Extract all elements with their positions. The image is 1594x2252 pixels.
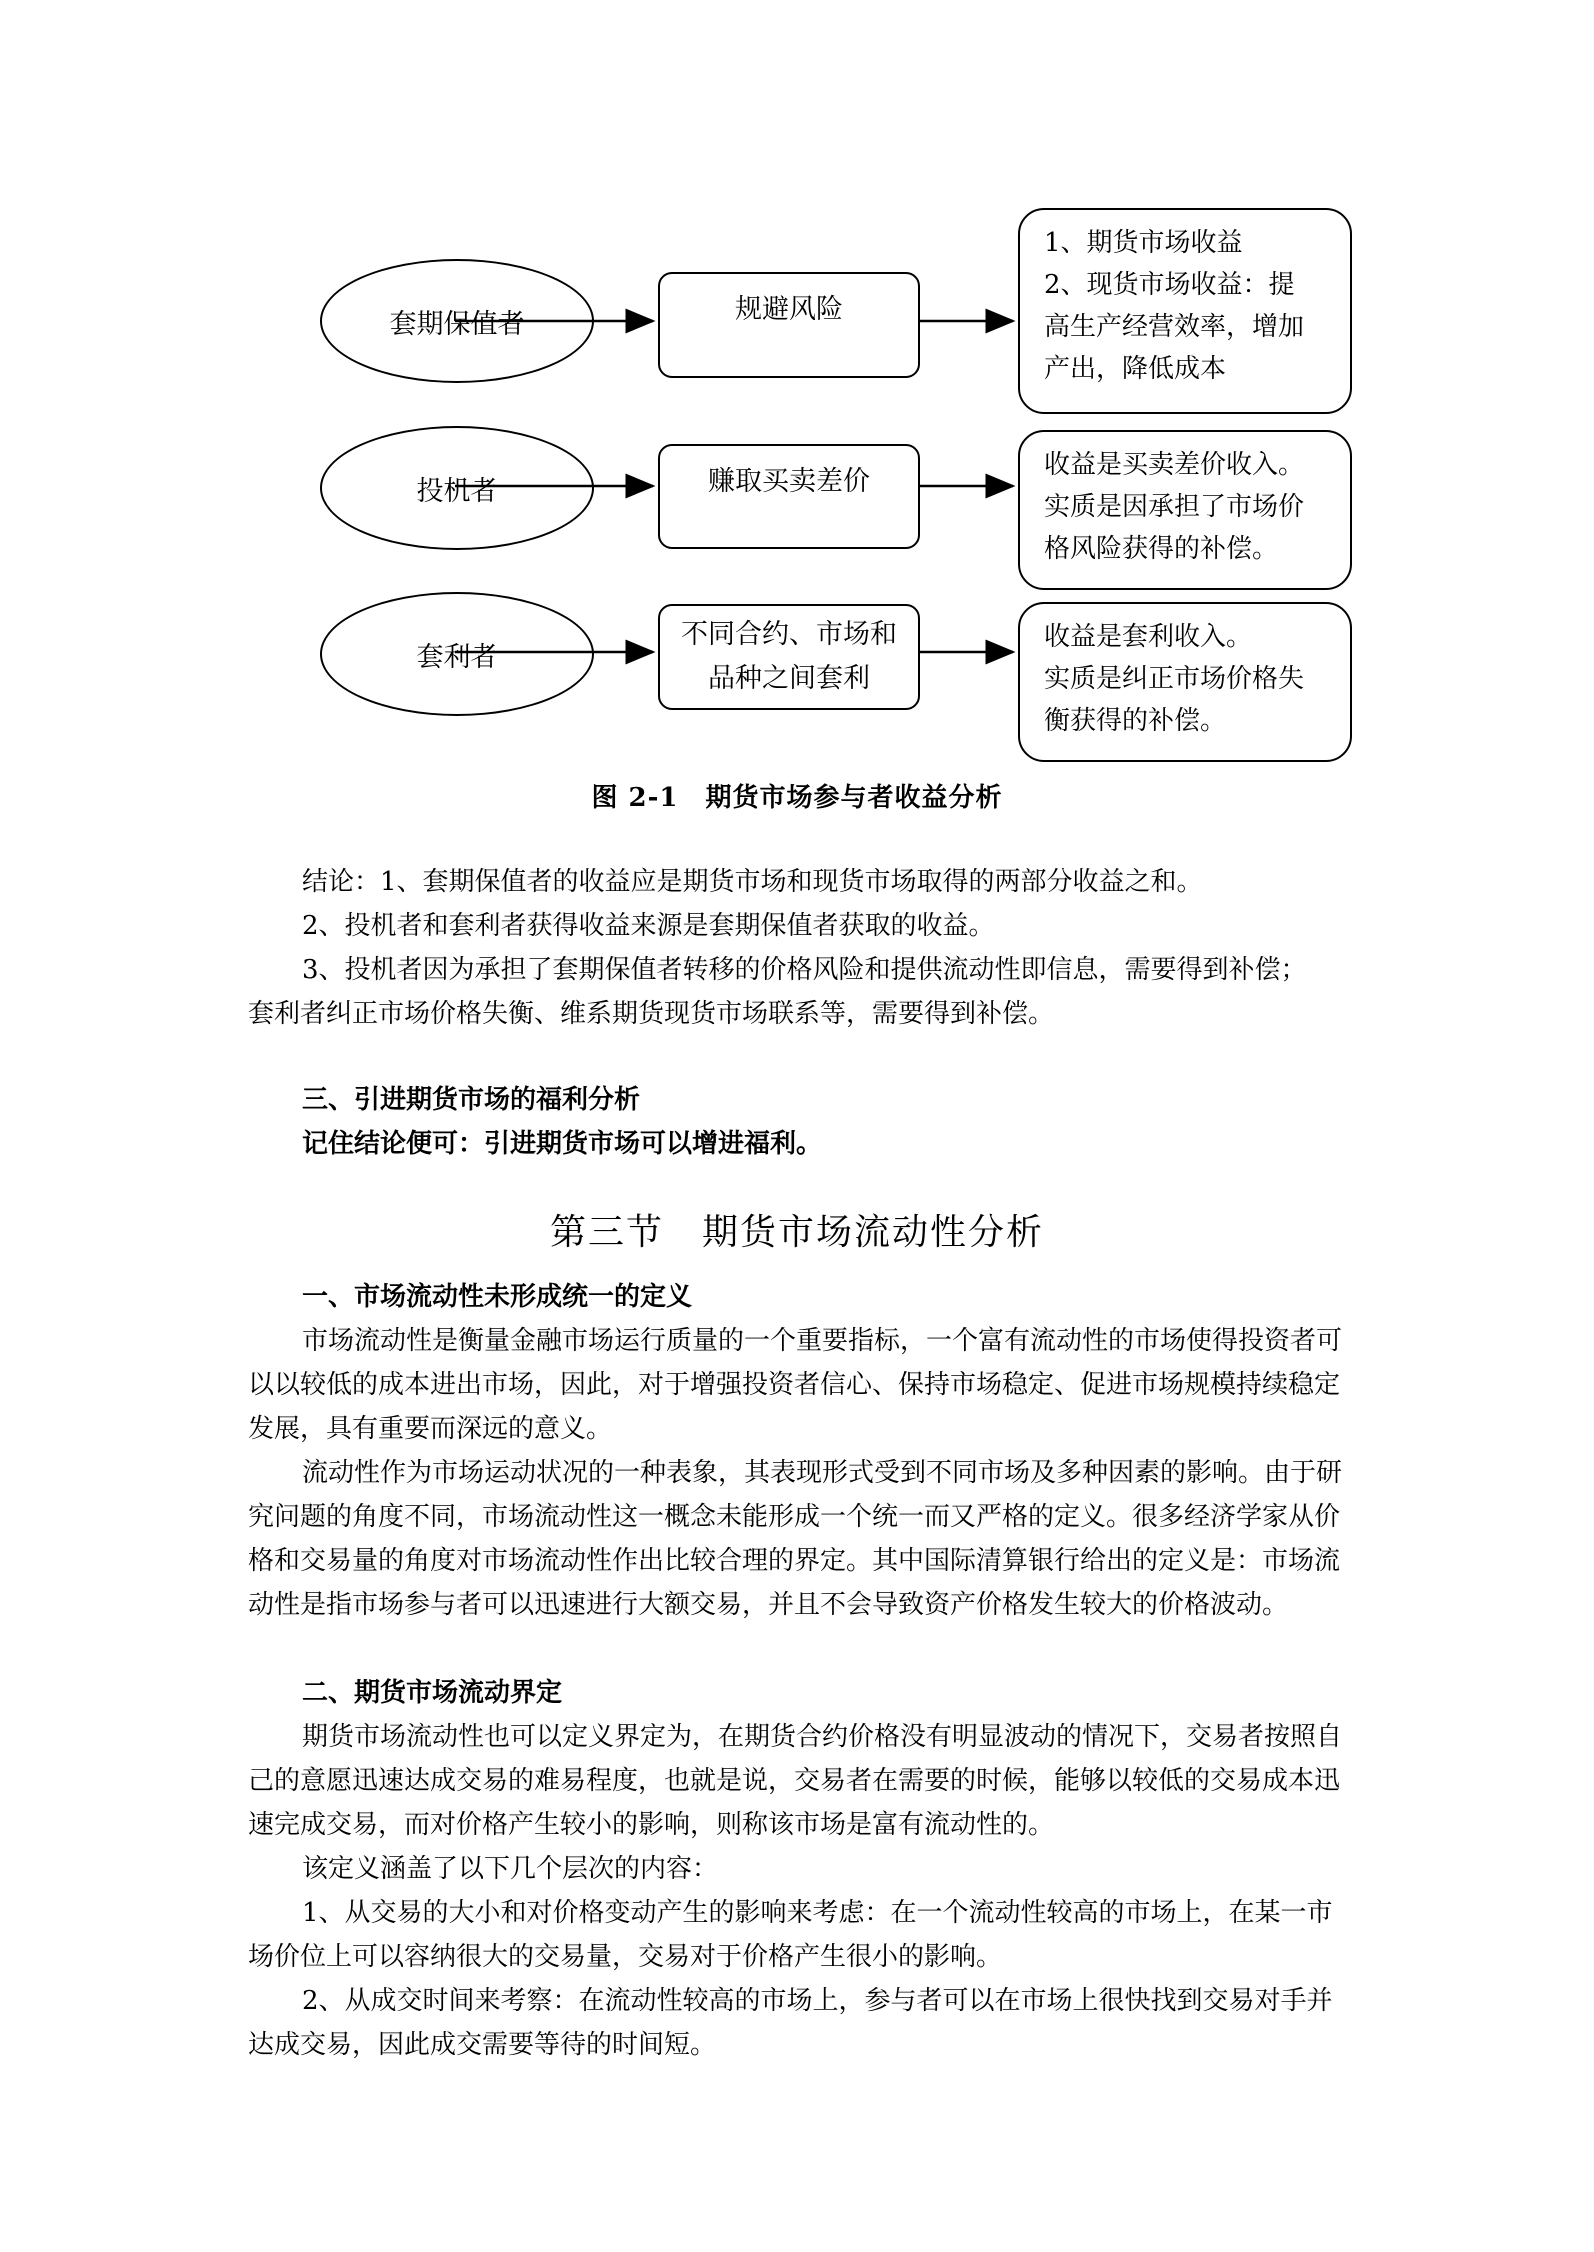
result-speculator-line: 格风险获得的补偿。 (1044, 534, 1279, 564)
result-arbitrageur-line: 衡获得的补偿。 (1044, 706, 1227, 736)
result-arbitrageur (1018, 602, 1352, 762)
conclusion-line-2: 2、投机者和套利者获得收益来源是套期保值者获取的收益。 (302, 911, 995, 941)
welfare-heading: 三、引进期货市场的福利分析 (302, 1085, 641, 1115)
result-speculator-line: 收益是买卖差价收入。 (1044, 450, 1305, 480)
paragraph-4: 该定义涵盖了以下几个层次的内容： (302, 1854, 719, 1884)
participant-hedger (320, 259, 594, 383)
subheading-1: 一、市场流动性未形成统一的定义 (302, 1282, 693, 1312)
subheading-2: 二、期货市场流动界定 (302, 1678, 563, 1708)
action-hedger-line: 规避风险 (735, 294, 843, 325)
participant-arbitrageur-label: 套利者 (416, 641, 498, 673)
participant-speculator (320, 426, 594, 550)
paragraph-5: 1、从交易的大小和对价格变动产生的影响来考虑：在一个流动性较高的市场上，在某一市场价位上可以容纳很大的交易量，交易对于价格产生很小的影响。 (248, 1898, 1333, 1972)
result-arbitrageur-line: 实质是纠正市场价格失 (1044, 664, 1305, 694)
action-hedger (658, 272, 920, 378)
result-hedger-line: 2、现货市场收益：提 (1044, 270, 1295, 300)
section-title: 第三节 期货市场流动性分析 (549, 1212, 1044, 1253)
result-speculator (1018, 430, 1352, 590)
action-speculator-line: 赚取买卖差价 (708, 466, 870, 497)
action-speculator (658, 444, 920, 549)
participant-arbitrageur (320, 592, 594, 716)
welfare-note: 记住结论便可：引进期货市场可以增进福利。 (302, 1129, 823, 1159)
paragraph-2: 流动性作为市场运动状况的一种表象，其表现形式受到不同市场及多种因素的影响。由于研究问题的角度不同，市场流动性这一概念未能形成一个统一而又严格的定义。很多经济学家从价格和交易量的角度对市场流动性作出比较合理的界定。其中国际清算银行给出的定义是：市场流动性是指市场参与者可以迅速进行大额交易，并且不会导致资产价格发生较大的价格波动。 (248, 1458, 1343, 1620)
result-hedger-line: 产出，降低成本 (1044, 354, 1227, 384)
result-hedger-line: 1、期货市场收益 (1044, 228, 1243, 258)
paragraph-3: 期货市场流动性也可以定义界定为，在期货合约价格没有明显波动的情况下，交易者按照自己的意愿迅速达成交易的难易程度，也就是说，交易者在需要的时候，能够以较低的交易成本迅速完成交易，而对价格产生较小的影响，则称该市场是富有流动性的。 (248, 1722, 1343, 1840)
figure-caption: 图 2-1 期货市场参与者收益分析 (591, 783, 1003, 813)
participant-income-diagram (0, 0, 1594, 813)
action-arbitrageur-line: 品种之间套利 (708, 663, 870, 694)
participant-speculator-label: 投机者 (416, 475, 498, 507)
action-arbitrageur (658, 604, 920, 710)
action-arbitrageur-line: 不同合约、市场和 (681, 619, 897, 650)
paragraph-6: 2、从成交时间来考察：在流动性较高的市场上，参与者可以在市场上很快找到交易对手并达成交易，因此成交需要等待的时间短。 (248, 1986, 1333, 2060)
result-hedger-line: 高生产经营效率，增加 (1044, 312, 1305, 342)
result-arbitrageur-line: 收益是套利收入。 (1044, 622, 1253, 652)
conclusion-line-4: 套利者纠正市场价格失衡、维系期货现货市场联系等，需要得到补偿。 (248, 999, 1055, 1029)
paragraph-1: 市场流动性是衡量金融市场运行质量的一个重要指标，一个富有流动性的市场使得投资者可以以较低的成本进出市场，因此，对于增强投资者信心、保持市场稳定、促进市场规模持续稳定发展，具有重要而深远的意义。 (248, 1326, 1343, 1444)
result-hedger (1018, 208, 1352, 414)
result-speculator-line: 实质是因承担了市场价 (1044, 492, 1305, 522)
conclusion-line-3: 3、投机者因为承担了套期保值者转移的价格风险和提供流动性即信息，需要得到补偿； (302, 955, 1307, 985)
participant-hedger-label: 套期保值者 (389, 308, 525, 340)
conclusion-line-1: 结论：1、套期保值者的收益应是期货市场和现货市场取得的两部分收益之和。 (302, 867, 1203, 897)
